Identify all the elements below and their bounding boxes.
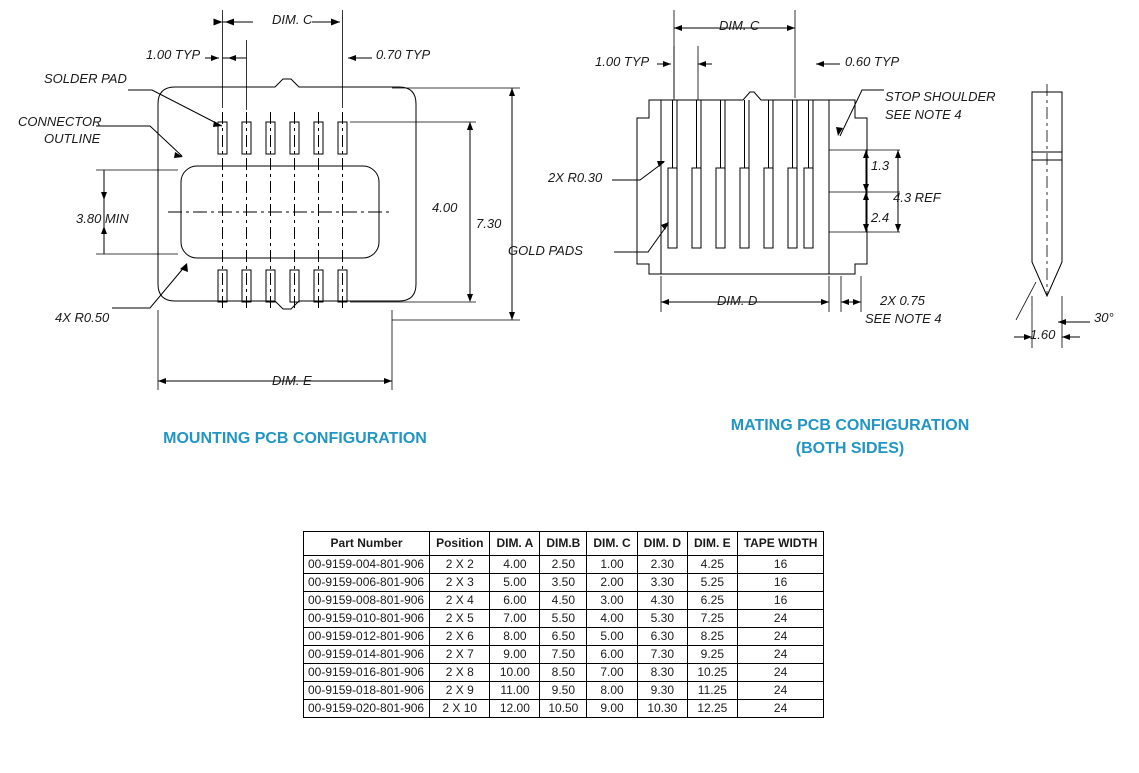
right-angle-label: 30°: [1094, 310, 1114, 325]
table-row: [304, 646, 824, 664]
caption-mating-line2: (BOTH SIDES): [795, 440, 905, 457]
cell-dim-e: 5.25: [688, 574, 738, 592]
cell-dim-b: 6.50: [540, 628, 587, 646]
cell-part-number: 00-9159-020-801-906: [304, 700, 430, 718]
cell-dim-e: 8.25: [688, 628, 738, 646]
left-380-min-label: 3.80 MIN: [76, 211, 129, 226]
left-dim-c-label: DIM. C: [272, 12, 313, 27]
th-tape-width: TAPE WIDTH: [737, 532, 824, 556]
cell-dim-c: 5.00: [587, 628, 637, 646]
cell-dim-d: 6.30: [637, 628, 687, 646]
caption-mating-line1: MATING PCB CONFIGURATION: [730, 417, 970, 434]
mid-dim-c-label: DIM. C: [719, 18, 760, 33]
cell-dim-a: 6.00: [490, 592, 540, 610]
table-row: [304, 610, 824, 628]
cell-part-number: 00-9159-004-801-906: [304, 556, 430, 574]
cell-position: 2 X 9: [430, 682, 490, 700]
cell-dim-c: 2.00: [587, 574, 637, 592]
cell-dim-e: 4.25: [688, 556, 738, 574]
cell-dim-d: 10.30: [637, 700, 687, 718]
gold-pads-label: GOLD PADS: [508, 243, 583, 258]
dimension-table-wrapper: [303, 531, 824, 718]
connector-outline-label-1: CONNECTOR: [18, 114, 102, 129]
cell-dim-d: 3.30: [637, 574, 687, 592]
left-730-label: 7.30: [476, 216, 502, 231]
cell-dim-d: 7.30: [637, 646, 687, 664]
cell-position: 2 X 7: [430, 646, 490, 664]
cell-dim-c: 7.00: [587, 664, 637, 682]
mid-dim-d-label: DIM. D: [717, 293, 758, 308]
cell-tape-width: 24: [737, 664, 824, 682]
cell-tape-width: 24: [737, 682, 824, 700]
table-row: [304, 700, 824, 718]
left-070-typ-label: 0.70 TYP: [376, 47, 431, 62]
cell-dim-a: 9.00: [490, 646, 540, 664]
cell-part-number: 00-9159-012-801-906: [304, 628, 430, 646]
th-position: Position: [430, 532, 490, 556]
cell-dim-d: 9.30: [637, 682, 687, 700]
table-row: [304, 664, 824, 682]
left-400-label: 4.00: [432, 200, 458, 215]
cell-part-number: 00-9159-014-801-906: [304, 646, 430, 664]
mid-radius-label: 2X R0.30: [548, 170, 603, 185]
cell-position: 2 X 10: [430, 700, 490, 718]
cell-dim-a: 4.00: [490, 556, 540, 574]
table-header-row: [304, 532, 824, 556]
cell-dim-b: 2.50: [540, 556, 587, 574]
cell-dim-e: 6.25: [688, 592, 738, 610]
cell-position: 2 X 2: [430, 556, 490, 574]
cell-dim-a: 10.00: [490, 664, 540, 682]
mid-060-typ-label: 0.60 TYP: [845, 54, 900, 69]
cell-part-number: 00-9159-016-801-906: [304, 664, 430, 682]
th-dim-c: DIM. C: [587, 532, 637, 556]
cell-dim-b: 5.50: [540, 610, 587, 628]
cell-dim-e: 9.25: [688, 646, 738, 664]
cell-dim-c: 8.00: [587, 682, 637, 700]
cell-dim-c: 1.00: [587, 556, 637, 574]
cell-dim-d: 4.30: [637, 592, 687, 610]
cell-dim-b: 3.50: [540, 574, 587, 592]
cell-dim-d: 5.30: [637, 610, 687, 628]
cell-dim-e: 12.25: [688, 700, 738, 718]
th-part-number: Part Number: [304, 532, 430, 556]
th-dim-e: DIM. E: [688, 532, 738, 556]
cell-part-number: 00-9159-010-801-906: [304, 610, 430, 628]
cell-dim-d: 8.30: [637, 664, 687, 682]
cell-dim-c: 6.00: [587, 646, 637, 664]
table-row: [304, 592, 824, 610]
stop-shoulder-note-label: SEE NOTE 4: [885, 107, 962, 122]
cell-position: 2 X 4: [430, 592, 490, 610]
cell-tape-width: 16: [737, 556, 824, 574]
caption-mounting: MOUNTING PCB CONFIGURATION: [163, 430, 427, 447]
cell-tape-width: 24: [737, 646, 824, 664]
cell-dim-d: 2.30: [637, 556, 687, 574]
table-body: [304, 556, 824, 718]
th-dim-d: DIM. D: [637, 532, 687, 556]
cell-tape-width: 16: [737, 574, 824, 592]
cell-dim-b: 10.50: [540, 700, 587, 718]
table-row: [304, 574, 824, 592]
cell-position: 2 X 8: [430, 664, 490, 682]
right-width-label: 1.60: [1030, 327, 1056, 342]
mid-2x075-label: 2X 0.75: [880, 293, 925, 308]
left-radius-label: 4X R0.50: [55, 310, 110, 325]
mid-note4-label: SEE NOTE 4: [865, 311, 942, 326]
table-row: [304, 556, 824, 574]
cell-dim-b: 8.50: [540, 664, 587, 682]
table-row: [304, 682, 824, 700]
cell-part-number: 00-9159-008-801-906: [304, 592, 430, 610]
cell-dim-b: 9.50: [540, 682, 587, 700]
cell-tape-width: 16: [737, 592, 824, 610]
cell-dim-c: 3.00: [587, 592, 637, 610]
cell-dim-a: 11.00: [490, 682, 540, 700]
cell-position: 2 X 6: [430, 628, 490, 646]
cell-dim-c: 4.00: [587, 610, 637, 628]
connector-outline-label-2: OUTLINE: [44, 131, 101, 146]
cell-dim-e: 10.25: [688, 664, 738, 682]
cell-dim-a: 5.00: [490, 574, 540, 592]
mid-13-label: 1.3: [871, 158, 890, 173]
cell-dim-a: 7.00: [490, 610, 540, 628]
mid-100-typ-label: 1.00 TYP: [595, 54, 650, 69]
cell-tape-width: 24: [737, 628, 824, 646]
cell-tape-width: 24: [737, 610, 824, 628]
table-row: [304, 628, 824, 646]
mid-24-label: 2.4: [871, 210, 890, 225]
cell-dim-e: 11.25: [688, 682, 738, 700]
cell-part-number: 00-9159-006-801-906: [304, 574, 430, 592]
cell-dim-b: 7.50: [540, 646, 587, 664]
mid-43ref-label: 4.3 REF: [893, 190, 941, 205]
cell-dim-a: 12.00: [490, 700, 540, 718]
dimension-table: [303, 531, 824, 718]
th-dim-a: DIM. A: [490, 532, 540, 556]
cell-position: 2 X 5: [430, 610, 490, 628]
cell-dim-c: 9.00: [587, 700, 637, 718]
cell-dim-b: 4.50: [540, 592, 587, 610]
left-100-typ-label: 1.00 TYP: [146, 47, 201, 62]
cell-part-number: 00-9159-018-801-906: [304, 682, 430, 700]
cell-position: 2 X 3: [430, 574, 490, 592]
left-dim-e-label: DIM. E: [272, 373, 312, 388]
solder-pad-label: SOLDER PAD: [44, 71, 127, 86]
cell-dim-a: 8.00: [490, 628, 540, 646]
stop-shoulder-label-1: STOP SHOULDER: [885, 89, 996, 104]
th-dim-b: DIM.B: [540, 532, 587, 556]
cell-dim-e: 7.25: [688, 610, 738, 628]
cell-tape-width: 24: [737, 700, 824, 718]
